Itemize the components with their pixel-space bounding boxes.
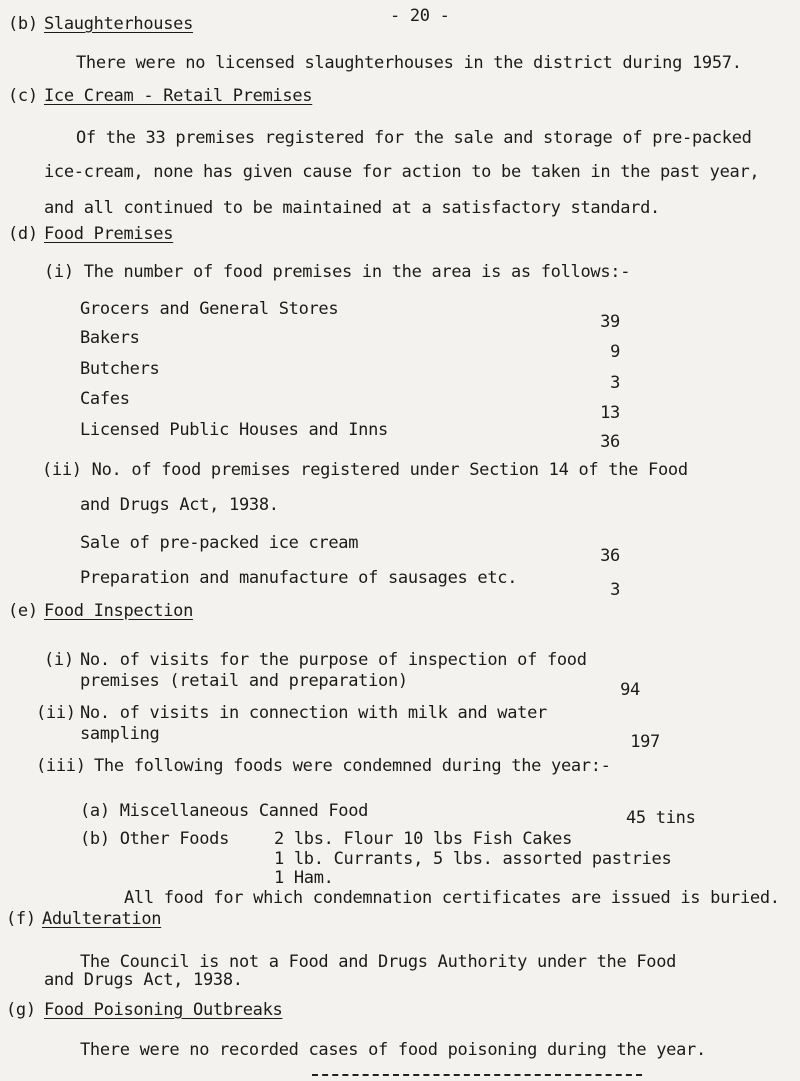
- section-f-heading: Adulteration: [42, 909, 162, 929]
- premises-value-public-houses: 36: [600, 432, 620, 452]
- section-f-marker: (f): [6, 909, 36, 929]
- premises-label-butchers: Butchers: [80, 359, 160, 379]
- section-c-marker: (c): [8, 86, 38, 106]
- condemned-b-label: (b) Other Foods: [80, 829, 230, 849]
- section-f-line-1: The Council is not a Food and Drugs Authority under the Food: [80, 952, 677, 972]
- registered-label-ice-cream: Sale of pre-packed ice cream: [80, 533, 359, 553]
- condemned-a-label: (a) Miscellaneous Canned Food: [80, 801, 369, 821]
- section-e-heading: Food Inspection: [44, 601, 194, 621]
- burial-note: All food for which condemnation certificates are issued is buried.: [124, 888, 780, 908]
- premises-value-cafes: 13: [600, 403, 620, 423]
- section-d-ii-line-1: (ii) No. of food premises registered under Section 14 of the Food: [42, 460, 688, 480]
- section-e-ii-line-2: sampling: [80, 724, 160, 744]
- closing-rule: [312, 1074, 642, 1076]
- section-g-heading: Food Poisoning Outbreaks: [44, 1000, 283, 1020]
- section-g-text: There were no recorded cases of food poisoning during the year.: [80, 1040, 706, 1060]
- section-b-text: There were no licensed slaughterhouses in the district during 1957.: [76, 53, 742, 73]
- premises-value-butchers: 3: [610, 373, 620, 393]
- section-e-i-line-1: No. of visits for the purpose of inspection of food: [80, 650, 587, 670]
- section-b-heading: Slaughterhouses: [44, 14, 194, 34]
- premises-label-cafes: Cafes: [80, 389, 130, 409]
- section-c-line-1: Of the 33 premises registered for the sale and storage of pre-packed: [76, 128, 752, 148]
- section-g-marker: (g): [6, 1000, 36, 1020]
- condemned-b-line-1: 2 lbs. Flour 10 lbs Fish Cakes: [274, 829, 573, 849]
- section-e-marker: (e): [8, 601, 38, 621]
- section-d-marker: (d): [8, 224, 38, 244]
- section-c-heading: Ice Cream - Retail Premises: [44, 86, 313, 106]
- section-d-heading: Food Premises: [44, 224, 174, 244]
- page-number: - 20 -: [390, 6, 450, 26]
- inspection-visits-value: 94: [620, 680, 640, 700]
- section-e-i-marker: (i): [44, 650, 74, 670]
- premises-value-bakers: 9: [610, 342, 620, 362]
- section-c-line-2: ice-cream, none has given cause for action to be taken in the past year,: [44, 162, 760, 182]
- sampling-visits-value: 197: [630, 732, 660, 752]
- condemned-a-value: 45 tins: [626, 808, 696, 828]
- section-f-line-2: and Drugs Act, 1938.: [44, 970, 243, 990]
- condemned-b-line-2: 1 lb. Currants, 5 lbs. assorted pastries: [274, 849, 672, 869]
- premises-label-bakers: Bakers: [80, 328, 140, 348]
- condemned-b-line-3: 1 Ham.: [274, 868, 334, 888]
- section-c-line-3: and all continued to be maintained at a satisfactory standard.: [44, 198, 660, 218]
- premises-value-grocers: 39: [600, 312, 620, 332]
- section-e-iii-marker: (iii): [36, 756, 86, 776]
- section-b-marker: (b): [8, 14, 38, 34]
- premises-label-grocers: Grocers and General Stores: [80, 299, 339, 319]
- registered-label-sausages: Preparation and manufacture of sausages etc.: [80, 568, 518, 588]
- section-e-ii-line-1: No. of visits in connection with milk and water: [80, 703, 547, 723]
- section-d-ii-line-2: and Drugs Act, 1938.: [80, 495, 279, 515]
- premises-label-public-houses: Licensed Public Houses and Inns: [80, 420, 388, 440]
- section-d-i-text: (i) The number of food premises in the area is as follows:-: [44, 262, 631, 282]
- section-e-i-line-2: premises (retail and preparation): [80, 671, 408, 691]
- section-e-ii-marker: (ii): [36, 703, 76, 723]
- section-e-iii-text: The following foods were condemned during the year:-: [94, 756, 611, 776]
- registered-value-ice-cream: 36: [600, 546, 620, 566]
- registered-value-sausages: 3: [610, 580, 620, 600]
